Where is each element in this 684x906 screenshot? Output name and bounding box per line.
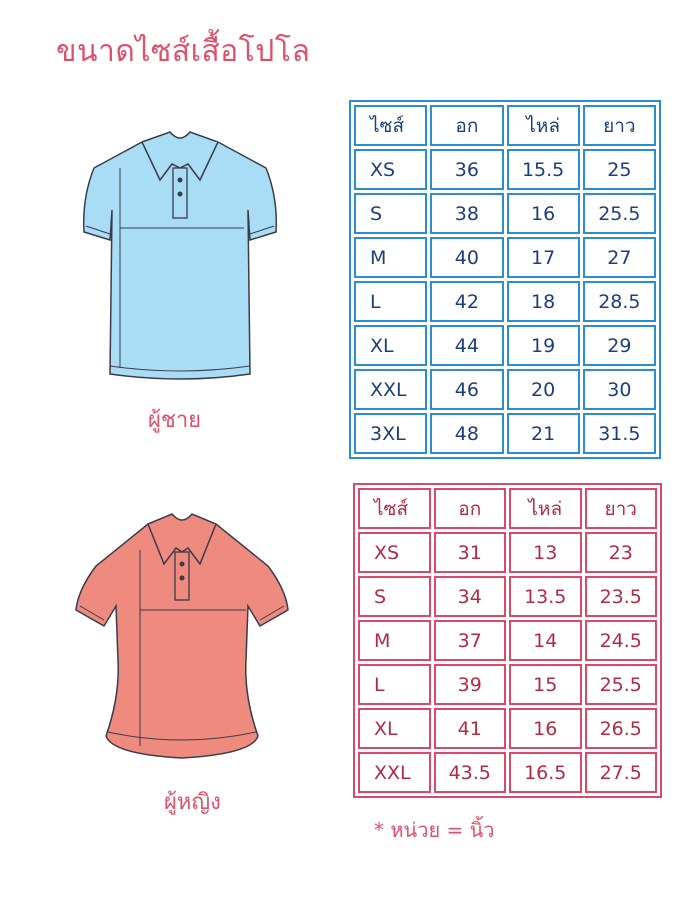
chest-cell: 38 [430,193,503,234]
length-cell: 31.5 [583,413,656,454]
shoulder-cell: 15.5 [507,149,580,190]
table-row [358,752,657,793]
shoulder-cell: 16 [507,193,580,234]
size-cell: L [358,664,431,705]
women-caption: ผู้หญิง [164,790,221,815]
header-length: ยาว [583,105,656,146]
size-cell: L [354,281,427,322]
table-row [354,413,656,454]
length-cell: 27.5 [585,752,658,793]
size-cell: XS [354,149,427,190]
chest-cell: 37 [434,620,507,661]
chest-cell: 46 [430,369,503,410]
length-cell: 27 [583,237,656,278]
chest-cell: 36 [430,149,503,190]
chest-cell: 31 [434,532,507,573]
header-length: ยาว [585,488,658,529]
header-chest: อก [430,105,503,146]
size-cell: M [358,620,431,661]
length-cell: 28.5 [583,281,656,322]
table-row [354,281,656,322]
chest-cell: 34 [434,576,507,617]
table-row [354,325,656,366]
shoulder-cell: 20 [507,369,580,410]
men-caption: ผู้ชาย [148,408,202,433]
length-cell: 25.5 [585,664,658,705]
shoulder-cell: 16.5 [509,752,582,793]
chest-cell: 43.5 [434,752,507,793]
unit-note: * หน่วย = นิ้ว [374,818,495,842]
length-cell: 23.5 [585,576,658,617]
shoulder-cell: 18 [507,281,580,322]
table-header-row [358,488,657,529]
size-cell: XXL [358,752,431,793]
size-cell: S [358,576,431,617]
size-cell: XL [354,325,427,366]
page-title: ขนาดไซส์เสื้อโปโล [56,34,311,69]
table-row [358,576,657,617]
header-size: ไซส์ [354,105,427,146]
length-cell: 25.5 [583,193,656,234]
table-row [358,532,657,573]
shoulder-cell: 13.5 [509,576,582,617]
chest-cell: 44 [430,325,503,366]
table-row [358,708,657,749]
table-row [354,237,656,278]
size-cell: 3XL [354,413,427,454]
table-row [354,369,656,410]
women-polo-shirt-illustration [72,510,292,770]
table-header-row [354,105,656,146]
men-size-table [349,100,661,459]
shoulder-cell: 14 [509,620,582,661]
chest-cell: 42 [430,281,503,322]
chest-cell: 39 [434,664,507,705]
size-cell: XS [358,532,431,573]
header-size: ไซส์ [358,488,431,529]
size-cell: M [354,237,427,278]
table-row [358,664,657,705]
header-shoulder: ไหล่ [507,105,580,146]
shoulder-cell: 19 [507,325,580,366]
chest-cell: 40 [430,237,503,278]
size-cell: S [354,193,427,234]
length-cell: 30 [583,369,656,410]
length-cell: 25 [583,149,656,190]
table-row [354,149,656,190]
shoulder-cell: 13 [509,532,582,573]
shoulder-cell: 16 [509,708,582,749]
size-cell: XL [358,708,431,749]
header-shoulder: ไหล่ [509,488,582,529]
size-cell: XXL [354,369,427,410]
length-cell: 23 [585,532,658,573]
table-row [358,620,657,661]
women-size-table [353,483,662,798]
shoulder-cell: 17 [507,237,580,278]
men-polo-shirt-illustration [80,128,280,388]
chest-cell: 41 [434,708,507,749]
shoulder-cell: 15 [509,664,582,705]
length-cell: 29 [583,325,656,366]
chest-cell: 48 [430,413,503,454]
length-cell: 26.5 [585,708,658,749]
length-cell: 24.5 [585,620,658,661]
table-row [354,193,656,234]
header-chest: อก [434,488,507,529]
shoulder-cell: 21 [507,413,580,454]
